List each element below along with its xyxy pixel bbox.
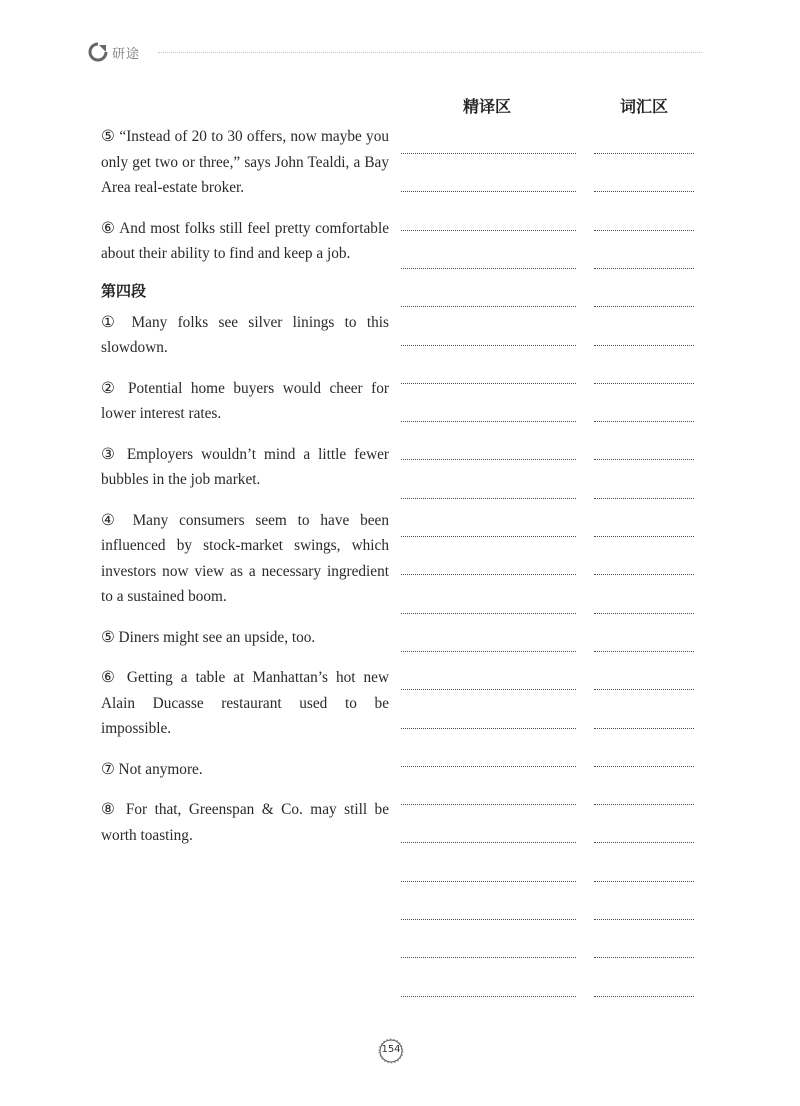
translation-writing-line <box>401 345 576 346</box>
translation-writing-line <box>401 421 576 422</box>
vocabulary-writing-line <box>594 536 694 537</box>
vocabulary-writing-line <box>594 459 694 460</box>
sentence: ④ Many consumers seem to have been influenced by stock-market swings, which investors now view as a necessary ingredient to a sustained boom. <box>101 511 389 605</box>
brand-logo-icon <box>88 42 108 62</box>
sentence: ⑧ For that, Greenspan & Co. may still be worth toasting. <box>101 801 389 844</box>
translation-writing-line <box>401 613 576 614</box>
vocabulary-writing-line <box>594 689 694 690</box>
translation-writing-line <box>401 306 576 307</box>
sentence: ⑥ And most folks still feel pretty comfortable about their ability to find and keep a job. <box>101 219 389 262</box>
header-divider <box>158 52 702 53</box>
translation-writing-line <box>401 268 576 269</box>
translation-writing-line <box>401 996 576 997</box>
translation-writing-line <box>401 651 576 652</box>
translation-writing-line <box>401 766 576 767</box>
brand-name: 研途 <box>112 46 141 62</box>
translation-writing-line <box>401 574 576 575</box>
vocabulary-writing-line <box>594 613 694 614</box>
vocabulary-writing-line <box>594 881 694 882</box>
translation-writing-line <box>401 804 576 805</box>
translation-writing-line <box>401 230 576 231</box>
translation-writing-line <box>401 728 576 729</box>
translation-writing-line <box>401 957 576 958</box>
translation-writing-line <box>401 383 576 384</box>
sentence: ① Many folks see silver linings to this slowdown. <box>101 313 389 356</box>
page-number: 154 <box>381 1044 401 1055</box>
vocabulary-writing-line <box>594 996 694 997</box>
page-header <box>88 40 140 64</box>
translation-writing-line <box>401 842 576 843</box>
vocabulary-writing-line <box>594 306 694 307</box>
vocabulary-writing-line <box>594 919 694 920</box>
sentence-column <box>101 124 389 863</box>
translation-writing-line <box>401 153 576 154</box>
vocabulary-writing-line <box>594 651 694 652</box>
translation-writing-line <box>401 498 576 499</box>
vocabulary-writing-line <box>594 191 694 192</box>
vocabulary-writing-line <box>594 268 694 269</box>
page-number-badge <box>377 1037 405 1065</box>
translation-writing-line <box>401 191 576 192</box>
vocabulary-column-heading: 词汇区 <box>620 97 669 116</box>
vocabulary-writing-line <box>594 728 694 729</box>
section-title: 第四段 <box>101 281 147 300</box>
sentence: ③ Employers wouldn’t mind a little fewer bubbles in the job market. <box>101 445 389 488</box>
vocabulary-writing-line <box>594 957 694 958</box>
sentence: ② Potential home buyers would cheer for lower interest rates. <box>101 379 389 422</box>
vocabulary-writing-line <box>594 345 694 346</box>
translation-writing-line <box>401 459 576 460</box>
vocabulary-writing-line <box>594 804 694 805</box>
sentence: ⑤ Diners might see an upside, too. <box>101 628 316 646</box>
translation-column-heading: 精译区 <box>463 97 512 116</box>
sentence: ⑤ “Instead of 20 to 30 offers, now maybe you only get two or three,” says John Tealdi, a Bay Area real-estate broker. <box>101 128 389 196</box>
vocabulary-writing-line <box>594 230 694 231</box>
vocabulary-writing-line <box>594 421 694 422</box>
vocabulary-writing-line <box>594 766 694 767</box>
vocabulary-writing-line <box>594 574 694 575</box>
vocabulary-writing-line <box>594 842 694 843</box>
vocabulary-writing-line <box>594 383 694 384</box>
translation-writing-line <box>401 536 576 537</box>
vocabulary-writing-line <box>594 153 694 154</box>
translation-writing-line <box>401 689 576 690</box>
sentence: ⑥ Getting a table at Manhattan’s hot new Alain Ducasse restaurant used to be impossible. <box>101 669 389 737</box>
translation-writing-line <box>401 881 576 882</box>
vocabulary-writing-line <box>594 498 694 499</box>
sentence: ⑦ Not anymore. <box>101 760 203 778</box>
translation-writing-line <box>401 919 576 920</box>
